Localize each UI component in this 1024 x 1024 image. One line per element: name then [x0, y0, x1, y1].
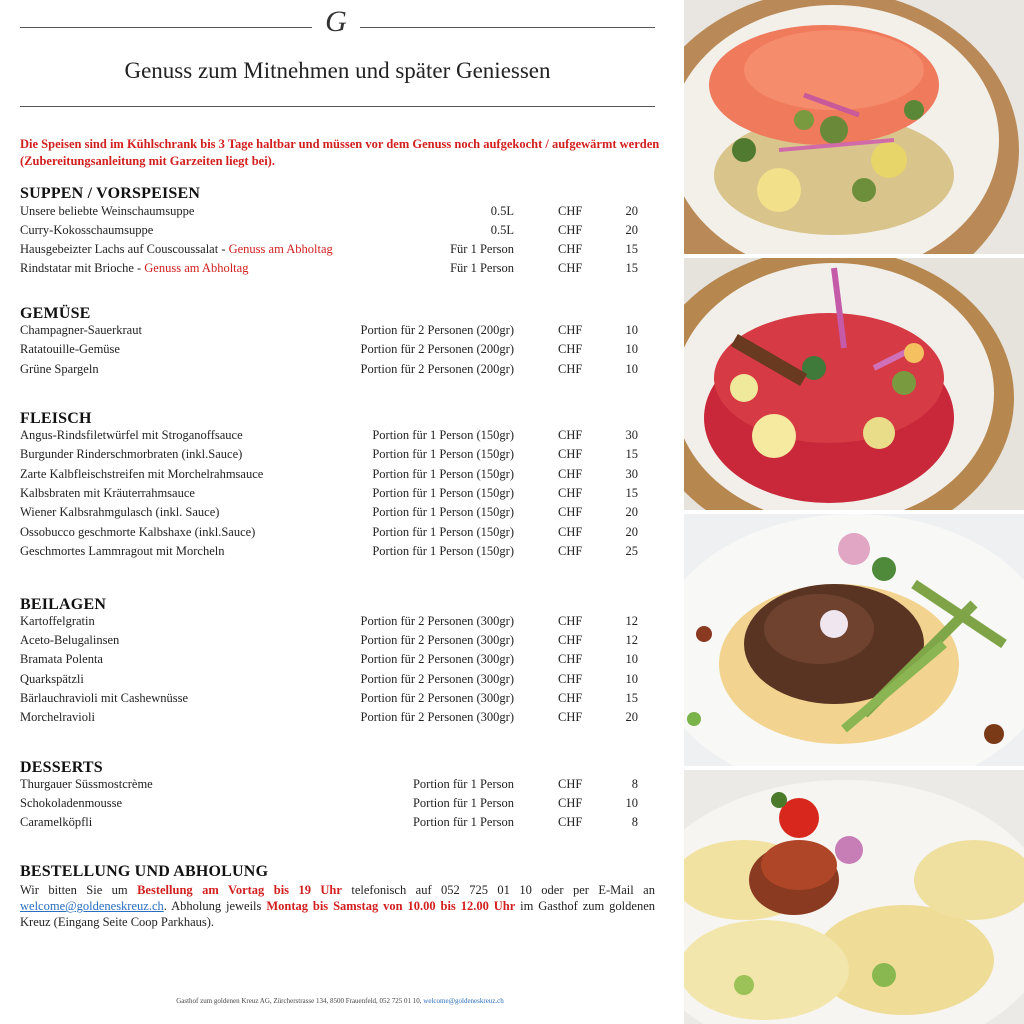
item-price: 10	[625, 652, 638, 666]
item-price: 20	[625, 204, 638, 218]
item-name: Ossobucco geschmorte Kalbshaxe (inkl.Sauce)	[20, 525, 256, 539]
title-rule	[20, 106, 655, 107]
order-text: . Abholung jeweils	[163, 899, 267, 913]
item-name: Unsere beliebte Weinschaumsuppe	[20, 204, 195, 218]
menu-item	[20, 505, 640, 524]
item-price: 30	[625, 428, 638, 442]
item-price: 12	[625, 633, 638, 647]
item-name: Curry-Kokosschaumsuppe	[20, 223, 154, 237]
menu-item	[20, 204, 640, 223]
item-portion: Portion für 2 Personen (200gr)	[360, 323, 514, 337]
item-currency: CHF	[558, 261, 583, 275]
menu-item	[20, 614, 640, 633]
item-currency: CHF	[558, 544, 583, 558]
item-price: 30	[625, 467, 638, 481]
item-name: Wiener Kalbsrahmgulasch (inkl. Sauce)	[20, 505, 220, 519]
item-name: Bramata Polenta	[20, 652, 103, 666]
item-price: 20	[625, 223, 638, 237]
item-currency: CHF	[558, 362, 583, 376]
menu-item	[20, 544, 640, 563]
item-currency: CHF	[558, 467, 583, 481]
photo-ravioli	[684, 770, 1024, 1024]
item-portion: Portion für 1 Person (150gr)	[372, 525, 514, 539]
menu-item	[20, 242, 640, 261]
item-name: Quarkspätzli	[20, 672, 84, 686]
item-portion: Portion für 2 Personen (300gr)	[360, 633, 514, 647]
page-title: Genuss zum Mitnehmen und später Geniessen	[124, 58, 551, 83]
item-currency: CHF	[558, 777, 583, 791]
item-currency: CHF	[558, 223, 583, 237]
section-heading-fleisch: FLEISCH	[20, 410, 92, 427]
top-rule-left	[20, 27, 312, 28]
item-pickup-note: Genuss am Abholtag	[228, 242, 333, 256]
menu-item	[20, 428, 640, 447]
order-text: Wir bitten Sie um	[20, 883, 138, 897]
item-portion: Für 1 Person	[450, 242, 514, 256]
item-name: Burgunder Rinderschmorbraten (inkl.Sauce)	[20, 447, 243, 461]
footer-email-link[interactable]: welcome@goldeneskreuz.ch	[423, 997, 504, 1005]
menu-item	[20, 223, 640, 242]
photo-ragout-graphic	[684, 514, 1024, 766]
photo-salmon-couscous	[684, 0, 1024, 254]
footer	[0, 997, 680, 1005]
item-name: Caramelköpfli	[20, 815, 93, 829]
item-price: 20	[625, 505, 638, 519]
menu-item	[20, 672, 640, 691]
item-currency: CHF	[558, 815, 583, 829]
item-currency: CHF	[558, 204, 583, 218]
item-currency: CHF	[558, 796, 583, 810]
item-price: 15	[625, 691, 638, 705]
menu-item	[20, 652, 640, 671]
item-currency: CHF	[558, 691, 583, 705]
item-name: Schokoladenmousse	[20, 796, 123, 810]
item-portion: Portion für 1 Person (150gr)	[372, 486, 514, 500]
item-portion: 0.5L	[490, 204, 514, 218]
item-name: Grüne Spargeln	[20, 362, 99, 376]
item-portion: 0.5L	[490, 223, 514, 237]
section-heading-desserts: DESSERTS	[20, 759, 103, 776]
menu-item	[20, 362, 640, 381]
item-portion: Portion für 2 Personen (300gr)	[360, 614, 514, 628]
item-price: 10	[625, 672, 638, 686]
email-link[interactable]: welcome@goldeneskreuz.ch	[20, 899, 164, 913]
item-price: 8	[631, 815, 638, 829]
storage-notice: Die Speisen sind im Kühlschrank bis 3 Tage haltbar und müssen vor dem Genuss noch aufgekocht / aufgewärmt werden (Zubereitungsanleitung mit Garzeiten liegt bei).	[20, 137, 660, 168]
menu-item	[20, 633, 640, 652]
item-name-text: Rindstatar mit Brioche -	[20, 261, 145, 275]
menu-item	[20, 525, 640, 544]
item-portion: Portion für 1 Person (150gr)	[372, 544, 514, 558]
item-name	[20, 242, 333, 257]
item-portion: Portion für 1 Person (150gr)	[372, 447, 514, 461]
photo-ravioli-graphic	[684, 770, 1024, 1024]
order-text: telefonisch auf 052 725 01 10 oder per E-Mail an	[341, 883, 655, 897]
item-currency: CHF	[558, 710, 583, 724]
order-text: im Gasthof zum goldenen Kreuz (Eingang Seite Coop Parkhaus).	[20, 899, 655, 929]
item-name: Geschmortes Lammragout mit Morcheln	[20, 544, 225, 558]
logo-monogram: G	[325, 5, 347, 38]
photo-ragout-polenta	[684, 514, 1024, 766]
item-portion: Portion für 1 Person	[412, 796, 514, 810]
menu-item	[20, 710, 640, 729]
item-currency: CHF	[558, 323, 583, 337]
item-price: 15	[625, 486, 638, 500]
section-heading-gemuese: GEMÜSE	[20, 305, 91, 322]
item-currency: CHF	[558, 242, 583, 256]
item-portion: Portion für 2 Personen (300gr)	[360, 691, 514, 705]
item-currency: CHF	[558, 505, 583, 519]
menu-item	[20, 815, 640, 834]
section-heading-order: BESTELLUNG UND ABHOLUNG	[20, 863, 269, 880]
menu-item	[20, 261, 640, 280]
item-name: Thurgauer Süssmostcrème	[20, 777, 153, 791]
item-price: 20	[625, 710, 638, 724]
footer-address: Gasthof zum goldenen Kreuz AG, Zürcherstrasse 134, 8500 Frauenfeld, 052 725 01 10,	[176, 997, 424, 1005]
menu-item	[20, 691, 640, 710]
item-name	[20, 261, 248, 276]
item-price: 15	[625, 447, 638, 461]
item-currency: CHF	[558, 428, 583, 442]
item-price: 12	[625, 614, 638, 628]
item-currency: CHF	[558, 486, 583, 500]
menu-item	[20, 447, 640, 466]
item-portion: Portion für 2 Personen (200gr)	[360, 362, 514, 376]
item-portion: Portion für 2 Personen (300gr)	[360, 710, 514, 724]
item-currency: CHF	[558, 525, 583, 539]
item-name: Angus-Rindsfiletwürfel mit Stroganoffsauce	[20, 428, 243, 442]
menu-item	[20, 323, 640, 342]
item-portion: Portion für 2 Personen (300gr)	[360, 652, 514, 666]
pickup-hours: Montag bis Samstag von 10.00 bis 12.00 Uhr	[266, 899, 516, 913]
item-name: Aceto-Belugalinsen	[20, 633, 120, 647]
photo-salmon-graphic	[684, 0, 1024, 254]
item-pickup-note: Genuss am Abholtag	[144, 261, 249, 275]
item-name: Kartoffelgratin	[20, 614, 95, 628]
order-info	[20, 882, 655, 930]
item-name: Morchelravioli	[20, 710, 95, 724]
photo-beef-tartare	[684, 258, 1024, 510]
item-price: 10	[625, 323, 638, 337]
menu-item	[20, 796, 640, 815]
item-name: Champagner-Sauerkraut	[20, 323, 142, 337]
menu-item	[20, 777, 640, 796]
item-name: Bärlauchravioli mit Cashewnüsse	[20, 691, 189, 705]
item-portion: Portion für 1 Person	[412, 777, 514, 791]
top-rule-right	[360, 27, 655, 28]
menu-item	[20, 342, 640, 361]
item-portion: Portion für 1 Person (150gr)	[372, 505, 514, 519]
photo-tartare-graphic	[684, 258, 1024, 510]
order-deadline: Bestellung am Vortag bis 19 Uhr	[137, 883, 342, 897]
item-portion: Für 1 Person	[450, 261, 514, 275]
section-heading-suppen: SUPPEN / VORSPEISEN	[20, 185, 201, 202]
item-currency: CHF	[558, 672, 583, 686]
item-name: Ratatouille-Gemüse	[20, 342, 120, 356]
section-heading-beilagen: BEILAGEN	[20, 596, 107, 613]
item-currency: CHF	[558, 447, 583, 461]
item-portion: Portion für 1 Person (150gr)	[372, 467, 514, 481]
menu-item	[20, 467, 640, 486]
item-portion: Portion für 2 Personen (300gr)	[360, 672, 514, 686]
item-currency: CHF	[558, 633, 583, 647]
item-currency: CHF	[558, 652, 583, 666]
item-portion: Portion für 2 Personen (200gr)	[360, 342, 514, 356]
item-name-text: Hausgebeizter Lachs auf Couscoussalat -	[20, 242, 229, 256]
item-portion: Portion für 1 Person	[412, 815, 514, 829]
item-currency: CHF	[558, 342, 583, 356]
item-price: 8	[631, 777, 638, 791]
item-currency: CHF	[558, 614, 583, 628]
item-price: 10	[625, 796, 638, 810]
menu-item	[20, 486, 640, 505]
item-price: 15	[625, 261, 638, 275]
item-price: 20	[625, 525, 638, 539]
item-price: 10	[625, 362, 638, 376]
item-portion: Portion für 1 Person (150gr)	[372, 428, 514, 442]
item-name: Kalbsbraten mit Kräuterrahmsauce	[20, 486, 195, 500]
item-price: 10	[625, 342, 638, 356]
item-name: Zarte Kalbfleischstreifen mit Morchelrahmsauce	[20, 467, 264, 481]
item-price: 15	[625, 242, 638, 256]
item-price: 25	[625, 544, 638, 558]
